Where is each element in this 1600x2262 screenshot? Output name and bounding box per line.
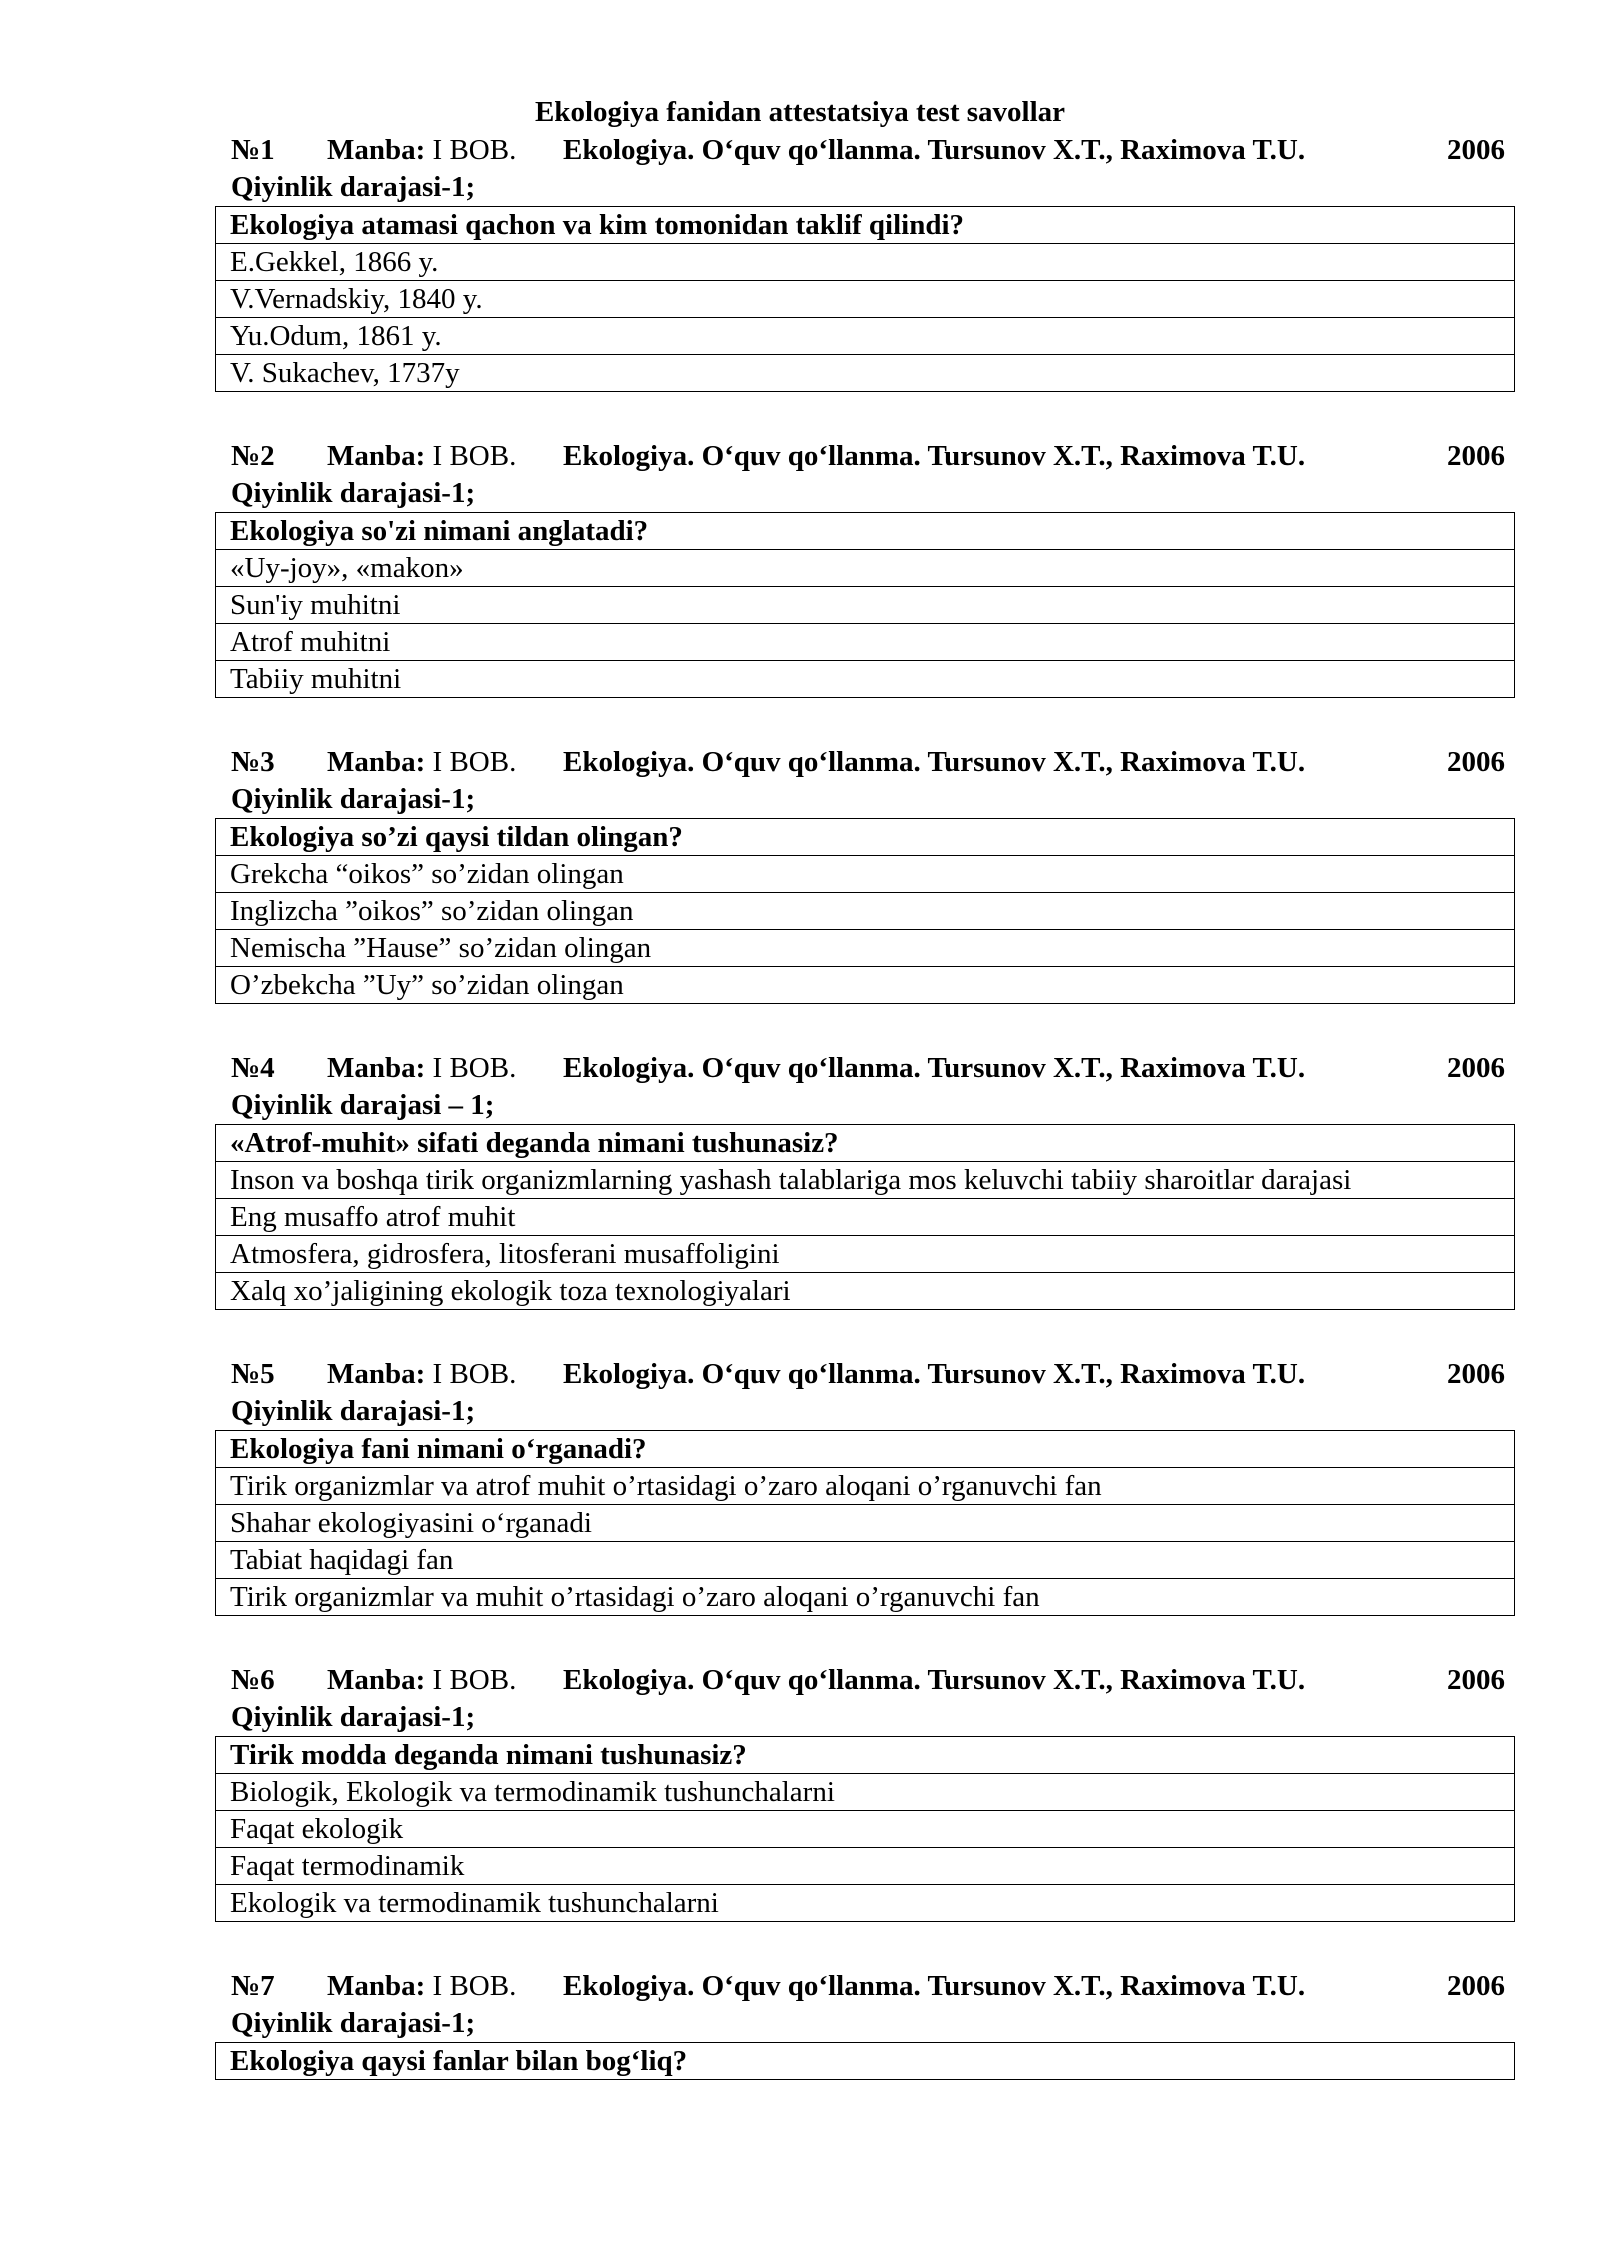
answer-option: Biologik, Ekologik va termodinamik tushunchalarni: [216, 1774, 1515, 1811]
manba-value: I BOB.: [432, 1358, 517, 1390]
source-reference: Ekologiya. O‘quv qo‘llanma. Tursunov X.T., Raximova T.U.: [563, 746, 1306, 778]
manba-label: Manba:: [327, 746, 426, 778]
question-block: [215, 1355, 1515, 1616]
answer-option: Xalq xo’jaligining ekologik toza texnologiyalari: [216, 1273, 1515, 1310]
source-year: 2006: [1447, 1052, 1505, 1084]
answer-option: Eng musaffo atrof muhit: [216, 1199, 1515, 1236]
question-header: [215, 437, 1515, 475]
question-block: [215, 131, 1515, 392]
answer-row: [216, 1579, 1515, 1616]
answer-option: E.Gekkel, 1866 y.: [216, 244, 1515, 281]
question-row: [216, 1431, 1515, 1468]
question-header: [215, 131, 1515, 169]
question-block: [215, 437, 1515, 698]
answer-option: Nemischa ”Hause” so’zidan olingan: [216, 930, 1515, 967]
question-row: [216, 1125, 1515, 1162]
answer-row: [216, 550, 1515, 587]
difficulty-level: Qiyinlik darajasi-1;: [231, 2007, 476, 2039]
question-text: Ekologiya qaysi fanlar bilan bog‘liq?: [216, 2043, 1515, 2080]
source-reference: Ekologiya. O‘quv qo‘llanma. Tursunov X.T., Raximova T.U.: [563, 440, 1306, 472]
question-table: [215, 512, 1515, 698]
answer-option: Grekcha “oikos” so’zidan olingan: [216, 856, 1515, 893]
source-year: 2006: [1447, 1664, 1505, 1696]
question-header: [215, 1049, 1515, 1087]
answer-option: «Uy-joy», «makon»: [216, 550, 1515, 587]
answer-option: Sun'iy muhitni: [216, 587, 1515, 624]
answer-option: Tabiat haqidagi fan: [216, 1542, 1515, 1579]
source-reference: Ekologiya. O‘quv qo‘llanma. Tursunov X.T., Raximova T.U.: [563, 1052, 1306, 1084]
manba: [327, 1967, 516, 2005]
answer-row: [216, 1774, 1515, 1811]
manba-label: Manba:: [327, 1664, 426, 1696]
manba: [327, 437, 516, 475]
answer-row: [216, 355, 1515, 392]
question-number: №1: [231, 134, 275, 166]
difficulty-level: Qiyinlik darajasi-1;: [231, 783, 476, 815]
difficulty-level: Qiyinlik darajasi-1;: [231, 171, 476, 203]
answer-option: O’zbekcha ”Uy” so’zidan olingan: [216, 967, 1515, 1004]
answer-option: Ekologik va termodinamik tushunchalarni: [216, 1885, 1515, 1922]
question-number: №7: [231, 1970, 275, 2002]
answer-option: Tirik organizmlar va muhit o’rtasidagi o’zaro aloqani o’rganuvchi fan: [216, 1579, 1515, 1616]
question-text: Ekologiya atamasi qachon va kim tomonidan taklif qilindi?: [216, 207, 1515, 244]
answer-row: [216, 930, 1515, 967]
answer-row: [216, 587, 1515, 624]
source-year: 2006: [1447, 440, 1505, 472]
answer-option: Faqat termodinamik: [216, 1848, 1515, 1885]
answer-row: [216, 624, 1515, 661]
answer-option: Yu.Odum, 1861 y.: [216, 318, 1515, 355]
question-table: [215, 206, 1515, 392]
answer-row: [216, 1848, 1515, 1885]
answer-option: Tirik organizmlar va atrof muhit o’rtasidagi o’zaro aloqani o’rganuvchi fan: [216, 1468, 1515, 1505]
manba-label: Manba:: [327, 440, 426, 472]
question-table: [215, 1124, 1515, 1310]
manba-label: Manba:: [327, 134, 426, 166]
manba-label: Manba:: [327, 1970, 426, 2002]
source-year: 2006: [1447, 134, 1505, 166]
question-table: [215, 2042, 1515, 2080]
question-table: [215, 1430, 1515, 1616]
manba-value: I BOB.: [432, 746, 517, 778]
question-table: [215, 818, 1515, 1004]
answer-row: [216, 1468, 1515, 1505]
answer-option: Atmosfera, gidrosfera, litosferani musaffoligini: [216, 1236, 1515, 1273]
answer-row: [216, 967, 1515, 1004]
question-text: Ekologiya so’zi qaysi tildan olingan?: [216, 819, 1515, 856]
question-header: [215, 1661, 1515, 1699]
question-header: [215, 743, 1515, 781]
question-row: [216, 513, 1515, 550]
question-number: №2: [231, 440, 275, 472]
manba: [327, 1661, 516, 1699]
question-row: [216, 2043, 1515, 2080]
page-title: Ekologiya fanidan attestatsiya test savollar: [534, 96, 1066, 128]
manba-label: Manba:: [327, 1358, 426, 1390]
question-block: [215, 743, 1515, 1004]
answer-option: Tabiiy muhitni: [216, 661, 1515, 698]
source-year: 2006: [1447, 746, 1505, 778]
answer-row: [216, 1505, 1515, 1542]
manba: [327, 1049, 516, 1087]
source-reference: Ekologiya. O‘quv qo‘llanma. Tursunov X.T., Raximova T.U.: [563, 1970, 1306, 2002]
answer-row: [216, 1199, 1515, 1236]
question-text: Ekologiya fani nimani o‘rganadi?: [216, 1431, 1515, 1468]
manba-value: I BOB.: [432, 134, 517, 166]
answer-option: Inglizcha ”oikos” so’zidan olingan: [216, 893, 1515, 930]
source-reference: Ekologiya. O‘quv qo‘llanma. Tursunov X.T., Raximova T.U.: [563, 1664, 1306, 1696]
answer-row: [216, 1236, 1515, 1273]
manba: [327, 1355, 516, 1393]
question-header: [215, 1967, 1515, 2005]
question-number: №6: [231, 1664, 275, 1696]
manba: [327, 743, 516, 781]
answer-row: [216, 1542, 1515, 1579]
answer-option: Inson va boshqa tirik organizmlarning yashash talablariga mos keluvchi tabiiy sharoitlar darajasi: [216, 1162, 1515, 1199]
answer-row: [216, 1811, 1515, 1848]
answer-row: [216, 893, 1515, 930]
source-reference: Ekologiya. O‘quv qo‘llanma. Tursunov X.T., Raximova T.U.: [563, 134, 1306, 166]
manba-value: I BOB.: [432, 1052, 517, 1084]
manba-label: Manba:: [327, 1052, 426, 1084]
answer-row: [216, 1162, 1515, 1199]
answer-row: [216, 318, 1515, 355]
question-row: [216, 819, 1515, 856]
answer-row: [216, 244, 1515, 281]
question-row: [216, 207, 1515, 244]
question-number: №4: [231, 1052, 275, 1084]
answer-row: [216, 661, 1515, 698]
question-row: [216, 1737, 1515, 1774]
question-text: Tirik modda deganda nimani tushunasiz?: [216, 1737, 1515, 1774]
answer-row: [216, 1885, 1515, 1922]
question-header: [215, 1355, 1515, 1393]
source-reference: Ekologiya. O‘quv qo‘llanma. Tursunov X.T., Raximova T.U.: [563, 1358, 1306, 1390]
manba: [327, 131, 516, 169]
question-table: [215, 1736, 1515, 1922]
answer-row: [216, 281, 1515, 318]
difficulty-level: Qiyinlik darajasi-1;: [231, 1701, 476, 1733]
difficulty-level: Qiyinlik darajasi-1;: [231, 1395, 476, 1427]
difficulty-level: Qiyinlik darajasi – 1;: [231, 1089, 495, 1121]
manba-value: I BOB.: [432, 440, 517, 472]
question-block: [215, 1967, 1515, 2080]
manba-value: I BOB.: [432, 1664, 517, 1696]
answer-option: Faqat ekologik: [216, 1811, 1515, 1848]
question-number: №3: [231, 746, 275, 778]
answer-row: [216, 1273, 1515, 1310]
source-year: 2006: [1447, 1970, 1505, 2002]
question-block: [215, 1049, 1515, 1310]
question-text: Ekologiya so'zi nimani anglatadi?: [216, 513, 1515, 550]
difficulty-level: Qiyinlik darajasi-1;: [231, 477, 476, 509]
question-block: [215, 1661, 1515, 1922]
source-year: 2006: [1447, 1358, 1505, 1390]
manba-value: I BOB.: [432, 1970, 517, 2002]
answer-row: [216, 856, 1515, 893]
answer-option: Atrof muhitni: [216, 624, 1515, 661]
answer-option: Shahar ekologiyasini o‘rganadi: [216, 1505, 1515, 1542]
question-number: №5: [231, 1358, 275, 1390]
answer-option: V. Sukachev, 1737y: [216, 355, 1515, 392]
answer-option: V.Vernadskiy, 1840 y.: [216, 281, 1515, 318]
question-text: «Atrof-muhit» sifati deganda nimani tushunasiz?: [216, 1125, 1515, 1162]
